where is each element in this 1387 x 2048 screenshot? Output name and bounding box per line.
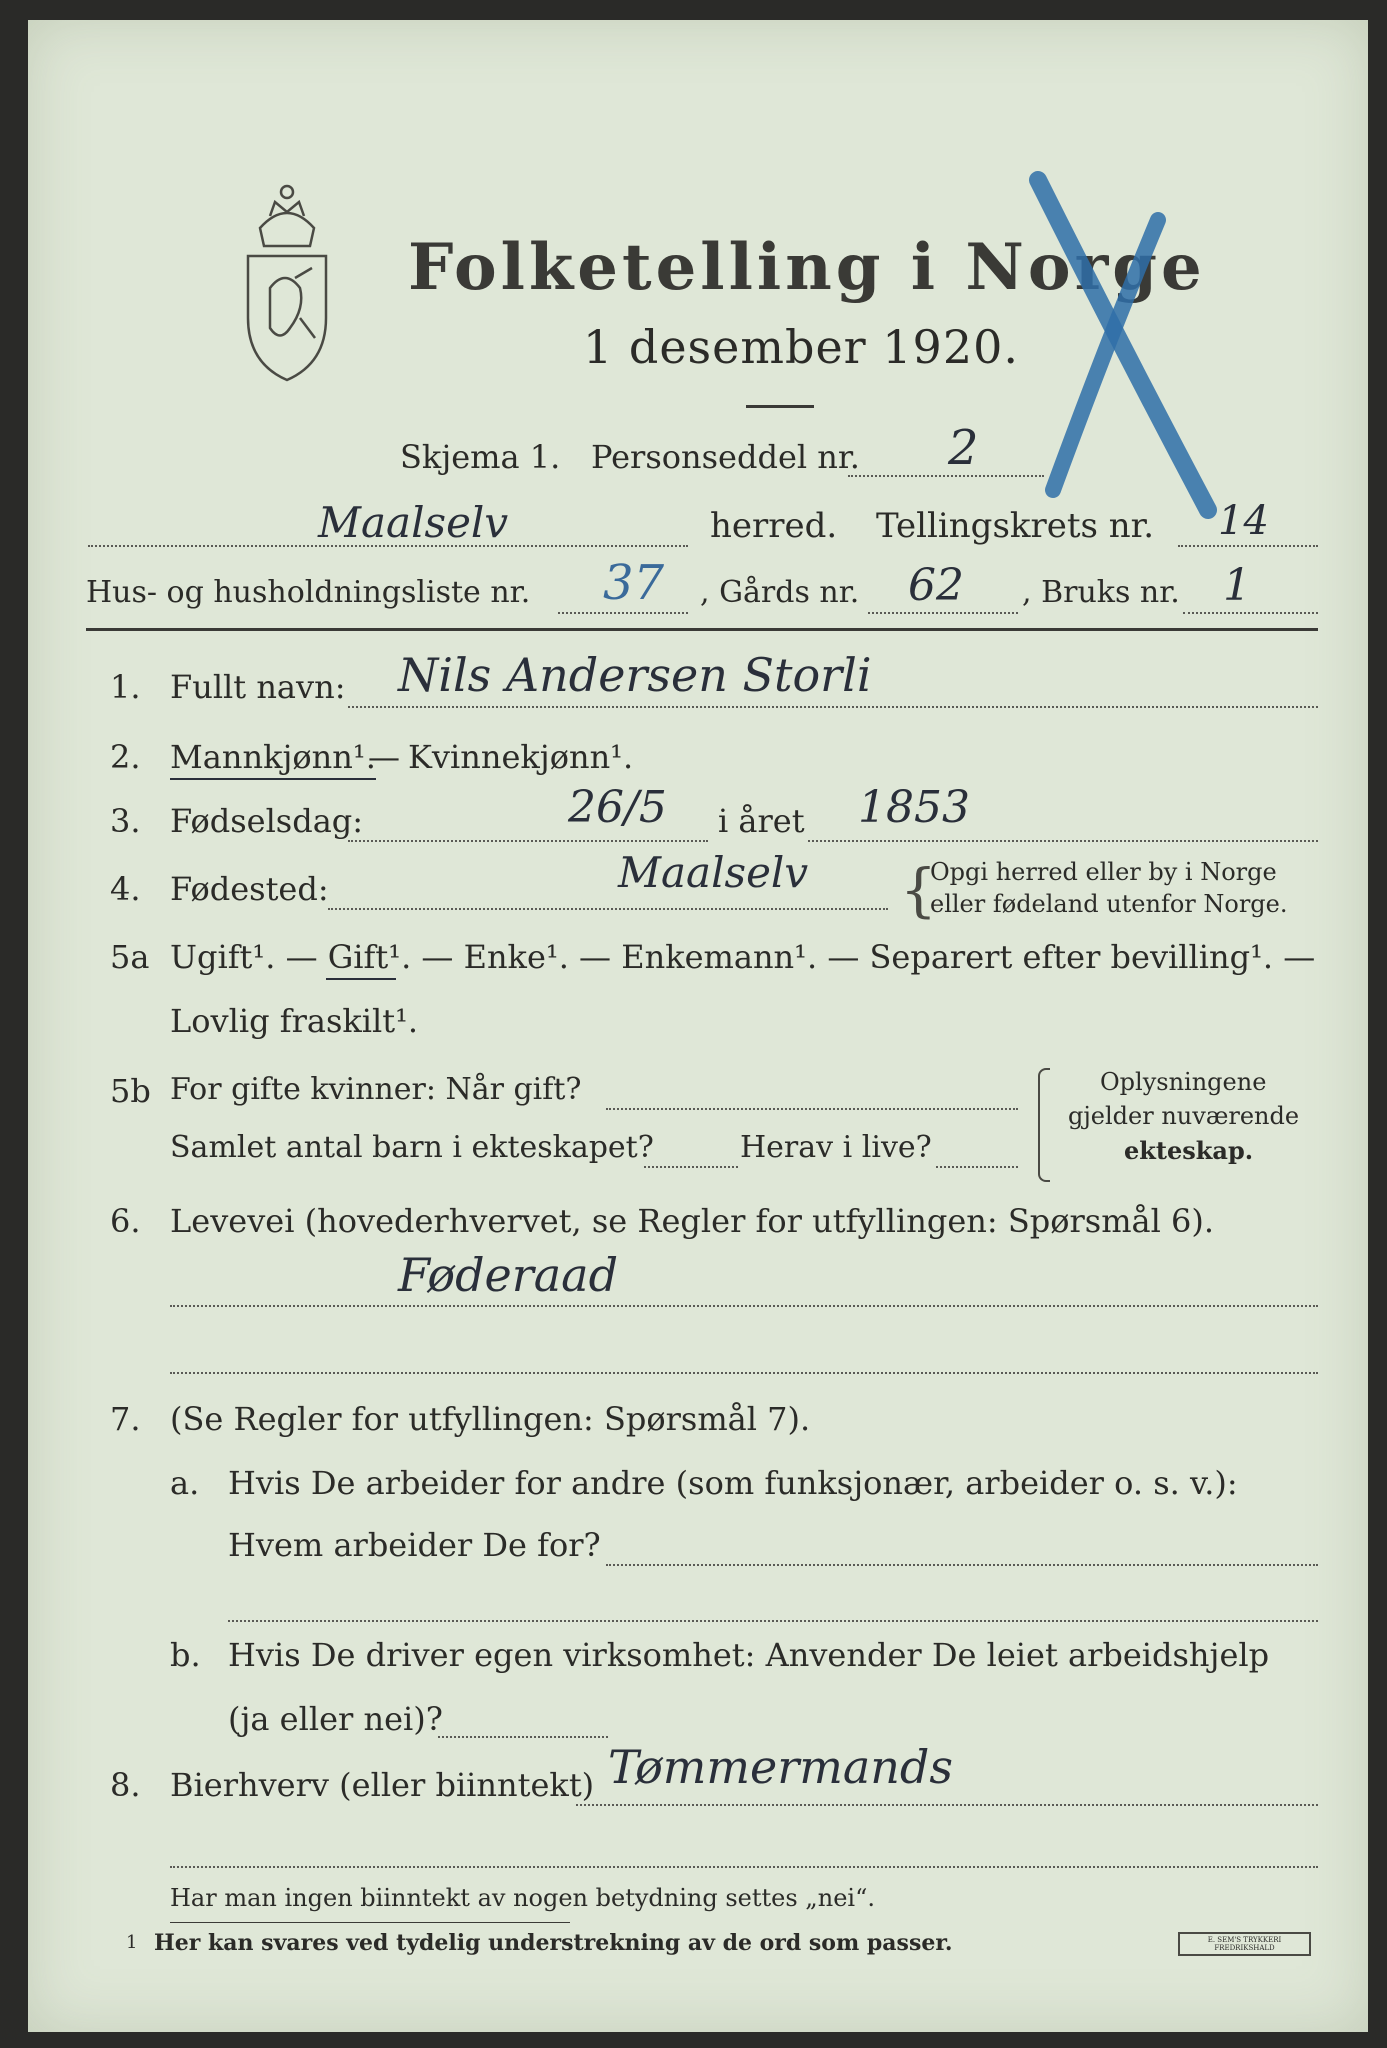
marital-status-divorced[interactable]: Lovlig fraskilt¹. bbox=[170, 1002, 419, 1040]
q4-note-2: eller fødeland utenfor Norge. bbox=[930, 890, 1288, 918]
full-name-field[interactable] bbox=[348, 706, 1318, 708]
side-income-value: Tømmermands bbox=[608, 1740, 953, 1794]
occupation-field[interactable] bbox=[170, 1305, 1318, 1307]
herred-value: Maalselv bbox=[318, 498, 509, 547]
q6-label: Levevei (hovederhvervet, se Regler for utfyllingen: Spørsmål 6). bbox=[170, 1202, 1215, 1240]
q7b-letter: b. bbox=[170, 1636, 201, 1674]
sex-female-option[interactable]: Kvinnekjønn¹. bbox=[408, 738, 634, 776]
q7a-line1: Hvis De arbeider for andre (som funksjonær, arbeider o. s. v.): bbox=[228, 1464, 1238, 1502]
q5b-note-3: ekteskap. bbox=[1124, 1136, 1254, 1165]
husliste-label: Hus- og husholdningsliste nr. bbox=[86, 575, 531, 610]
q3-label: Fødselsdag: bbox=[170, 802, 364, 840]
q4-label: Fødested: bbox=[170, 870, 329, 908]
q5b-number: 5b bbox=[110, 1072, 151, 1110]
footnote-number: 1 bbox=[126, 1932, 138, 1953]
birth-year-value: 1853 bbox=[858, 782, 970, 833]
gards-field[interactable] bbox=[868, 612, 1018, 614]
bruks-value: 1 bbox=[1223, 560, 1251, 611]
birthplace-field[interactable] bbox=[328, 908, 888, 910]
tellingskrets-value: 14 bbox=[1218, 498, 1269, 544]
birthday-field[interactable] bbox=[348, 840, 708, 842]
children-alive-field[interactable] bbox=[936, 1166, 1018, 1168]
occupation-value: Føderaad bbox=[398, 1248, 619, 1302]
q3-number: 3. bbox=[110, 802, 141, 840]
q2-number: 2. bbox=[110, 738, 141, 776]
husliste-value: 37 bbox=[603, 555, 665, 611]
q4-brace: { bbox=[900, 856, 937, 924]
printer-stamp: E. SEM'S TRYKKERI FREDRIKSHALD bbox=[1178, 1932, 1311, 1956]
q7-number: 7. bbox=[110, 1400, 141, 1438]
q5b-children-label: Samlet antal barn i ekteskapet? bbox=[170, 1130, 654, 1165]
married-when-field[interactable] bbox=[606, 1108, 1018, 1110]
norway-coat-of-arms-icon bbox=[240, 168, 334, 384]
personseddel-value: 2 bbox=[948, 420, 979, 476]
husliste-field[interactable] bbox=[558, 612, 688, 614]
q5b-note-1: Oplysningene bbox=[1100, 1068, 1267, 1096]
gards-value: 62 bbox=[908, 560, 964, 611]
hired-help-field[interactable] bbox=[438, 1736, 608, 1738]
q5b-note-2: gjelder nuværende bbox=[1068, 1102, 1300, 1130]
bruks-field[interactable] bbox=[1183, 612, 1318, 614]
tellingskrets-field[interactable] bbox=[1178, 545, 1318, 547]
children-count-field[interactable] bbox=[644, 1166, 738, 1168]
census-date: 1 desember 1920. bbox=[583, 320, 1019, 374]
gards-label: , Gårds nr. bbox=[700, 575, 860, 610]
bruks-label: , Bruks nr. bbox=[1022, 575, 1180, 610]
q8-number: 8. bbox=[110, 1766, 141, 1804]
q4-note-1: Opgi herred eller by i Norge bbox=[930, 858, 1277, 886]
header-divider bbox=[86, 628, 1318, 631]
q4-number: 4. bbox=[110, 870, 141, 908]
q6-number: 6. bbox=[110, 1202, 141, 1240]
q1-label: Fullt navn: bbox=[170, 668, 346, 706]
tellingskrets-label: Tellingskrets nr. bbox=[876, 506, 1155, 546]
birthday-value: 26/5 bbox=[568, 782, 667, 833]
q5b-alive-label: Herav i live? bbox=[740, 1130, 932, 1165]
q7a-line2: Hvem arbeider De for? bbox=[228, 1526, 601, 1564]
herred-label: herred. bbox=[710, 506, 838, 546]
side-income-field-2[interactable] bbox=[170, 1866, 1318, 1868]
birthplace-value: Maalselv bbox=[618, 848, 809, 897]
side-income-field[interactable] bbox=[576, 1804, 1318, 1806]
q5a-number: 5a bbox=[110, 938, 150, 976]
occupation-field-2[interactable] bbox=[170, 1372, 1318, 1374]
blue-pencil-cross-mark bbox=[1008, 160, 1258, 540]
birth-year-label: i året bbox=[718, 802, 805, 840]
side-income-note: Har man ingen biinntekt av nogen betydning settes „nei“. bbox=[170, 1884, 875, 1912]
q1-number: 1. bbox=[110, 668, 141, 706]
q5b-married-label: For gifte kvinner: Når gift? bbox=[170, 1072, 582, 1107]
personseddel-label: Personseddel nr. bbox=[591, 438, 860, 476]
form-title: Folketelling i Norge bbox=[408, 230, 1206, 305]
q7-label: (Se Regler for utfyllingen: Spørsmål 7). bbox=[170, 1400, 811, 1438]
full-name-value: Nils Andersen Storli bbox=[398, 648, 872, 702]
gift-underline bbox=[326, 978, 396, 980]
footnote-divider bbox=[170, 1922, 570, 1923]
census-form bbox=[28, 20, 1368, 2032]
schema-label: Skjema 1. bbox=[400, 438, 561, 476]
employer-field-2[interactable] bbox=[228, 1620, 1318, 1622]
footnote-text: Her kan svares ved tydelig understrekning av de ord som passer. bbox=[154, 1930, 953, 1956]
q7b-line1: Hvis De driver egen virksomhet: Anvender De leiet arbeidshjelp bbox=[228, 1636, 1270, 1674]
personseddel-field[interactable] bbox=[848, 475, 1044, 477]
q8-label: Bierhverv (eller biinntekt) bbox=[170, 1766, 595, 1804]
sex-separator: — bbox=[368, 738, 400, 776]
title-divider bbox=[746, 405, 814, 408]
q5b-note-bracket bbox=[1038, 1068, 1050, 1182]
birth-year-field[interactable] bbox=[808, 840, 1318, 842]
marital-status-options[interactable]: Ugift¹. — Gift¹. — Enke¹. — Enkemann¹. — Separert efter bevilling¹. — bbox=[170, 938, 1316, 976]
q7a-letter: a. bbox=[170, 1464, 200, 1502]
q7b-line2: (ja eller nei)? bbox=[228, 1700, 443, 1738]
employer-field[interactable] bbox=[606, 1564, 1318, 1566]
sex-male-option[interactable]: Mannkjønn¹. bbox=[170, 738, 376, 780]
